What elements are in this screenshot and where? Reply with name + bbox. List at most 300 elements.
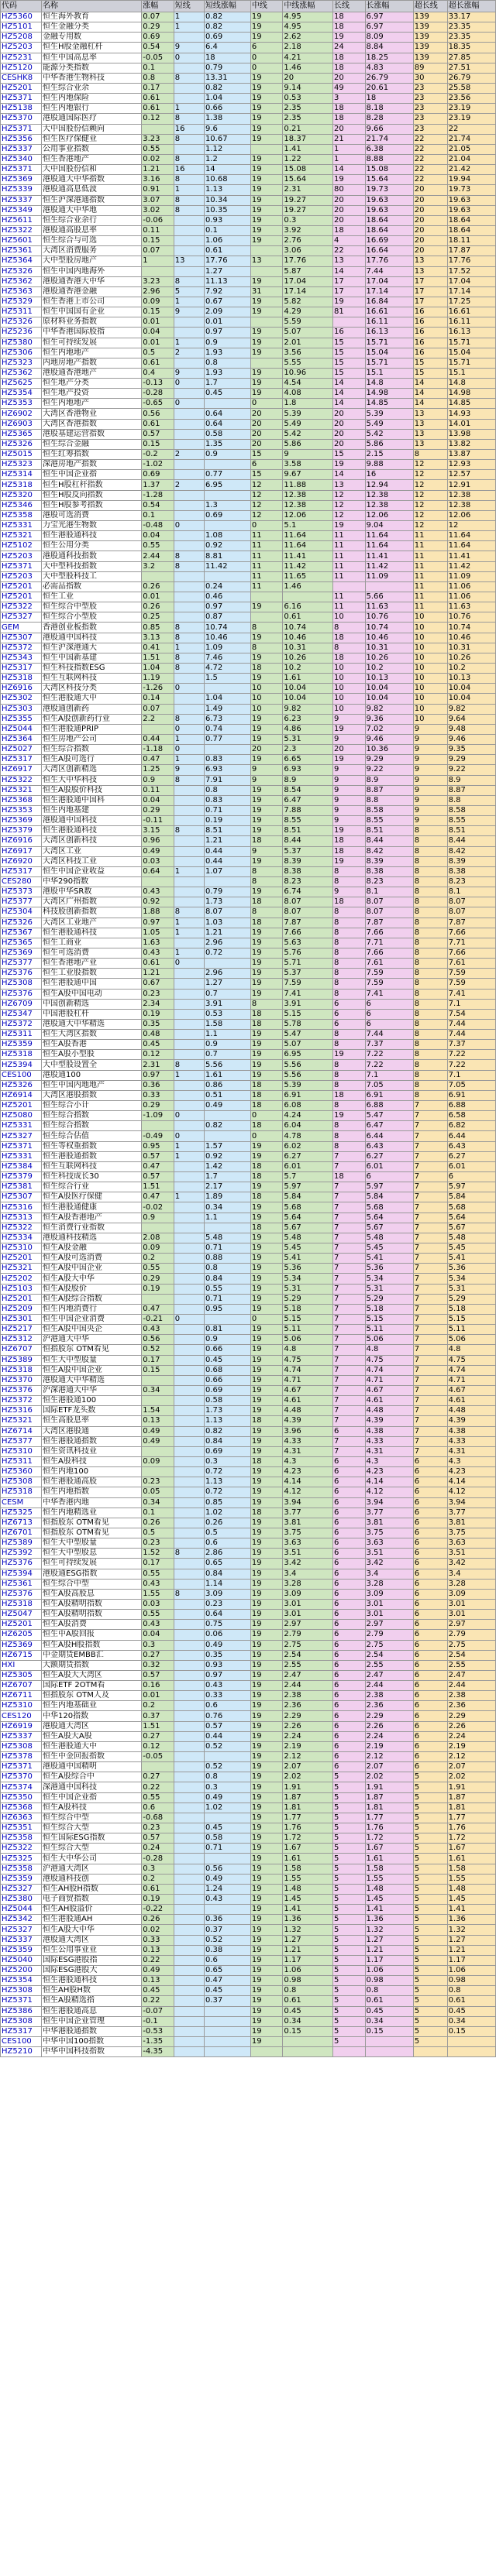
- table-row[interactable]: [1, 1691, 496, 1701]
- table-row[interactable]: [1, 154, 496, 164]
- mid-change-cell: 1.72: [283, 1833, 333, 1844]
- table-row[interactable]: [1, 1741, 496, 1751]
- table-row[interactable]: [1, 1518, 496, 1528]
- short-change-cell: 1.03: [204, 918, 250, 928]
- table-row[interactable]: [1, 1040, 496, 1050]
- table-row[interactable]: [1, 1365, 496, 1375]
- ultra-long-cell: 10: [413, 704, 447, 714]
- ultra-long-change-cell: 3.42: [447, 1559, 495, 1569]
- table-row[interactable]: [1, 1731, 496, 1741]
- table-row[interactable]: [1, 755, 496, 765]
- short-change-cell: 2.09: [204, 307, 250, 317]
- table-row[interactable]: [1, 2036, 496, 2046]
- table-row[interactable]: [1, 256, 496, 266]
- mid-change-cell: 5.97: [283, 1182, 333, 1192]
- long-change-cell: 8.58: [365, 805, 413, 815]
- name-cell: 恒生中国内地地产: [42, 1080, 142, 1090]
- long-cell: 5: [333, 1792, 366, 1803]
- code-cell: HZ5384: [1, 1161, 42, 1171]
- table-row[interactable]: [1, 1304, 496, 1314]
- header-long-change[interactable]: 长涨幅: [365, 1, 413, 12]
- table-row[interactable]: [1, 1213, 496, 1223]
- table-row[interactable]: [1, 876, 496, 887]
- table-row[interactable]: [1, 2006, 496, 2016]
- table-row[interactable]: [1, 1833, 496, 1844]
- table-row[interactable]: [1, 2016, 496, 2026]
- table-row[interactable]: [1, 185, 496, 195]
- table-row[interactable]: [1, 1406, 496, 1416]
- table-row[interactable]: [1, 785, 496, 795]
- table-row[interactable]: [1, 286, 496, 297]
- table-row[interactable]: [1, 551, 496, 561]
- short-change-cell: 0.44: [204, 856, 250, 866]
- table-row[interactable]: [1, 1345, 496, 1355]
- table-row[interactable]: [1, 409, 496, 419]
- table-row[interactable]: [1, 1945, 496, 1955]
- name-cell: 恒生A股大中华: [42, 1925, 142, 1935]
- table-row[interactable]: [1, 1315, 496, 1325]
- ultra-long-change-cell: 13.98: [447, 429, 495, 439]
- table-row[interactable]: [1, 276, 496, 286]
- table-row[interactable]: [1, 1711, 496, 1721]
- short-cell: 8: [174, 714, 204, 724]
- ultra-long-cell: 20: [413, 185, 447, 195]
- header-mid[interactable]: 中线: [250, 1, 283, 12]
- table-row[interactable]: [1, 1640, 496, 1650]
- table-row[interactable]: [1, 43, 496, 53]
- change-cell: 1.88: [142, 907, 174, 918]
- table-row[interactable]: [1, 1131, 496, 1141]
- change-cell: 0.57: [142, 1833, 174, 1844]
- table-row[interactable]: [1, 948, 496, 958]
- long-cell: 20: [333, 409, 366, 419]
- table-row[interactable]: [1, 1254, 496, 1264]
- ultra-long-change-cell: 6.82: [447, 1121, 495, 1131]
- table-row[interactable]: [1, 83, 496, 93]
- table-row[interactable]: [1, 592, 496, 602]
- table-row[interactable]: [1, 470, 496, 480]
- table-row[interactable]: [1, 1294, 496, 1304]
- table-row[interactable]: [1, 379, 496, 389]
- short-cell: [174, 674, 204, 684]
- mid-change-cell: 0.98: [283, 1976, 333, 1986]
- table-row[interactable]: [1, 205, 496, 215]
- header-name[interactable]: 名称: [42, 1, 142, 12]
- change-cell: 0.22: [142, 1782, 174, 1792]
- table-row[interactable]: [1, 765, 496, 775]
- table-row[interactable]: [1, 1884, 496, 1894]
- table-row[interactable]: [1, 1264, 496, 1274]
- table-row[interactable]: [1, 338, 496, 348]
- table-row[interactable]: [1, 938, 496, 948]
- table-row[interactable]: [1, 979, 496, 989]
- table-row[interactable]: [1, 1070, 496, 1080]
- table-row[interactable]: [1, 745, 496, 755]
- table-row[interactable]: [1, 124, 496, 134]
- code-cell: HZ5361: [1, 246, 42, 256]
- table-row[interactable]: [1, 521, 496, 531]
- table-row[interactable]: [1, 1182, 496, 1192]
- table-row[interactable]: [1, 1803, 496, 1813]
- table-row[interactable]: [1, 490, 496, 500]
- name-cell: 恒生地产投资: [42, 389, 142, 399]
- table-row[interactable]: [1, 1325, 496, 1335]
- header-short-change[interactable]: 短线涨幅: [204, 1, 250, 12]
- table-row[interactable]: [1, 1202, 496, 1213]
- table-row[interactable]: [1, 805, 496, 815]
- table-row[interactable]: [1, 1121, 496, 1131]
- ultra-long-change-cell: 21.05: [447, 144, 495, 154]
- name-cell: 恒生综合大型: [42, 1844, 142, 1854]
- table-row[interactable]: [1, 1385, 496, 1395]
- mid-change-cell: 4.31: [283, 1446, 333, 1456]
- table-row[interactable]: [1, 1955, 496, 1965]
- table-row[interactable]: [1, 1782, 496, 1792]
- table-row[interactable]: [1, 2047, 496, 2057]
- table-row[interactable]: [1, 674, 496, 684]
- table-row[interactable]: [1, 836, 496, 846]
- long-change-cell: 17.04: [365, 276, 413, 286]
- table-row[interactable]: [1, 1935, 496, 1945]
- table-row[interactable]: [1, 1915, 496, 1925]
- table-row[interactable]: [1, 866, 496, 876]
- table-row[interactable]: [1, 856, 496, 866]
- ultra-long-cell: 7: [413, 1101, 447, 1111]
- table-row[interactable]: [1, 1925, 496, 1935]
- table-row[interactable]: [1, 1060, 496, 1070]
- table-row[interactable]: [1, 1335, 496, 1345]
- code-cell: HZ5307: [1, 1192, 42, 1202]
- table-row[interactable]: [1, 571, 496, 581]
- table-row[interactable]: [1, 581, 496, 592]
- table-row[interactable]: [1, 1895, 496, 1905]
- table-row[interactable]: [1, 1416, 496, 1426]
- table-row[interactable]: [1, 1569, 496, 1579]
- table-row[interactable]: [1, 297, 496, 307]
- ultra-long-cell: 5: [413, 1884, 447, 1894]
- table-row[interactable]: [1, 1009, 496, 1019]
- long-cell: 18: [333, 114, 366, 124]
- long-cell: 6: [333, 1467, 366, 1477]
- table-row[interactable]: [1, 1670, 496, 1680]
- table-row[interactable]: [1, 1772, 496, 1782]
- table-row[interactable]: [1, 1355, 496, 1365]
- table-row[interactable]: [1, 144, 496, 154]
- table-row[interactable]: [1, 104, 496, 114]
- table-row[interactable]: [1, 236, 496, 246]
- table-row[interactable]: [1, 1721, 496, 1731]
- change-cell: 0.33: [142, 1935, 174, 1945]
- table-row[interactable]: [1, 887, 496, 897]
- table-row[interactable]: [1, 1579, 496, 1589]
- table-row[interactable]: [1, 999, 496, 1009]
- table-row[interactable]: [1, 1487, 496, 1497]
- table-row[interactable]: [1, 460, 496, 470]
- table-row[interactable]: [1, 1243, 496, 1254]
- table-row[interactable]: [1, 1589, 496, 1599]
- table-row[interactable]: [1, 328, 496, 338]
- table-row[interactable]: [1, 1844, 496, 1854]
- table-row[interactable]: [1, 1681, 496, 1691]
- mid-change-cell: 5.37: [283, 969, 333, 979]
- long-cell: 9: [333, 765, 366, 775]
- name-cell: 大中型股房地产: [42, 256, 142, 266]
- ultra-long-cell: 14: [413, 379, 447, 389]
- table-row[interactable]: [1, 1620, 496, 1630]
- table-row[interactable]: [1, 195, 496, 205]
- table-row[interactable]: [1, 1996, 496, 2006]
- table-row[interactable]: [1, 541, 496, 551]
- table-row[interactable]: [1, 1192, 496, 1202]
- long-change-cell: 4.83: [365, 63, 413, 73]
- table-row[interactable]: [1, 1874, 496, 1884]
- table-row[interactable]: [1, 1426, 496, 1436]
- table-row[interactable]: [1, 704, 496, 714]
- short-cell: [174, 856, 204, 866]
- table-row[interactable]: [1, 175, 496, 185]
- table-row[interactable]: [1, 439, 496, 449]
- table-row[interactable]: [1, 795, 496, 805]
- header-long[interactable]: 长线: [333, 1, 366, 12]
- mid-cell: 19: [250, 1640, 283, 1650]
- short-change-cell: 0.8: [204, 785, 250, 795]
- table-row[interactable]: [1, 1019, 496, 1029]
- table-row[interactable]: [1, 63, 496, 73]
- long-change-cell: 5.84: [365, 1192, 413, 1202]
- long-change-cell: [365, 581, 413, 592]
- name-cell: 恒生海外教育: [42, 12, 142, 22]
- table-row[interactable]: [1, 561, 496, 571]
- table-row[interactable]: [1, 1752, 496, 1762]
- table-row[interactable]: [1, 653, 496, 663]
- table-row[interactable]: [1, 1966, 496, 1976]
- table-row[interactable]: [1, 1497, 496, 1508]
- table-row[interactable]: [1, 1375, 496, 1385]
- short-change-cell: 10.35: [204, 205, 250, 215]
- table-row[interactable]: [1, 684, 496, 694]
- header-mid-change[interactable]: 中线涨幅: [283, 1, 333, 12]
- long-cell: 7: [333, 1304, 366, 1314]
- change-cell: 0.2: [142, 1254, 174, 1264]
- table-row[interactable]: [1, 1813, 496, 1823]
- table-row[interactable]: [1, 1274, 496, 1284]
- table-row[interactable]: [1, 928, 496, 938]
- table-row[interactable]: [1, 480, 496, 490]
- code-cell: HZ6919: [1, 1721, 42, 1731]
- short-cell: 1: [174, 297, 204, 307]
- name-cell: 必需品指数: [42, 581, 142, 592]
- short-change-cell: [204, 1854, 250, 1864]
- table-row[interactable]: [1, 846, 496, 856]
- header-code[interactable]: 代码: [1, 1, 42, 12]
- table-row[interactable]: [1, 1477, 496, 1487]
- table-row[interactable]: [1, 1660, 496, 1670]
- ultra-long-cell: 7: [413, 1202, 447, 1213]
- short-cell: [174, 389, 204, 399]
- ultra-long-change-cell: 17.52: [447, 266, 495, 276]
- code-cell: HZ5326: [1, 266, 42, 276]
- table-row[interactable]: [1, 53, 496, 63]
- table-row[interactable]: [1, 266, 496, 276]
- name-cell: 大中型股设置全: [42, 1060, 142, 1070]
- table-row[interactable]: [1, 1701, 496, 1711]
- table-row[interactable]: [1, 358, 496, 368]
- change-cell: 0.23: [142, 1823, 174, 1833]
- header-short[interactable]: 短线: [174, 1, 204, 12]
- long-cell: 5: [333, 1895, 366, 1905]
- table-row[interactable]: [1, 134, 496, 144]
- table-row[interactable]: [1, 918, 496, 928]
- table-row[interactable]: [1, 1446, 496, 1456]
- table-row[interactable]: [1, 1080, 496, 1090]
- ultra-long-cell: 7: [413, 1416, 447, 1426]
- table-row[interactable]: [1, 664, 496, 674]
- table-row[interactable]: [1, 724, 496, 734]
- table-row[interactable]: [1, 714, 496, 724]
- table-row[interactable]: [1, 307, 496, 317]
- table-row[interactable]: [1, 1854, 496, 1864]
- mid-change-cell: 6.23: [283, 714, 333, 724]
- code-cell: HZ6711: [1, 1691, 42, 1701]
- table-row[interactable]: [1, 114, 496, 124]
- table-row[interactable]: [1, 1050, 496, 1060]
- table-row[interactable]: [1, 1030, 496, 1040]
- table-row[interactable]: [1, 1610, 496, 1620]
- long-cell: 17: [333, 286, 366, 297]
- table-row[interactable]: [1, 1233, 496, 1243]
- table-row[interactable]: [1, 602, 496, 612]
- table-row[interactable]: [1, 1549, 496, 1559]
- table-row[interactable]: [1, 1223, 496, 1233]
- table-row[interactable]: [1, 1284, 496, 1294]
- header-change[interactable]: 涨幅: [142, 1, 174, 12]
- table-row[interactable]: [1, 612, 496, 623]
- ultra-long-change-cell: 0.98: [447, 1976, 495, 1986]
- table-row[interactable]: [1, 1467, 496, 1477]
- table-row[interactable]: [1, 1792, 496, 1803]
- mid-cell: 9: [250, 775, 283, 785]
- table-row[interactable]: [1, 73, 496, 83]
- table-row[interactable]: [1, 1161, 496, 1171]
- table-row[interactable]: [1, 1172, 496, 1182]
- table-row[interactable]: [1, 1599, 496, 1609]
- table-row[interactable]: [1, 694, 496, 704]
- table-row[interactable]: [1, 510, 496, 520]
- mid-cell: 8: [250, 643, 283, 653]
- table-row[interactable]: [1, 1111, 496, 1121]
- table-row[interactable]: [1, 246, 496, 256]
- long-change-cell: 14.8: [365, 379, 413, 389]
- table-row[interactable]: [1, 775, 496, 785]
- table-row[interactable]: [1, 1823, 496, 1833]
- table-row[interactable]: [1, 1559, 496, 1569]
- table-row[interactable]: [1, 1538, 496, 1549]
- short-cell: 2: [174, 480, 204, 490]
- table-row[interactable]: [1, 1141, 496, 1151]
- table-row[interactable]: [1, 734, 496, 744]
- table-row[interactable]: [1, 969, 496, 979]
- code-cell: HZ5331: [1, 1121, 42, 1131]
- table-row[interactable]: [1, 450, 496, 460]
- table-row[interactable]: [1, 22, 496, 33]
- table-row[interactable]: [1, 317, 496, 328]
- table-row[interactable]: [1, 368, 496, 378]
- mid-cell: 19: [250, 2036, 283, 2046]
- table-row[interactable]: [1, 1650, 496, 1660]
- long-cell: 20: [333, 745, 366, 755]
- mid-cell: 19: [250, 1549, 283, 1559]
- table-row[interactable]: [1, 429, 496, 439]
- table-row[interactable]: [1, 389, 496, 399]
- table-row[interactable]: [1, 33, 496, 43]
- short-change-cell: 0.67: [204, 297, 250, 307]
- table-row[interactable]: [1, 1508, 496, 1518]
- table-row[interactable]: [1, 907, 496, 918]
- table-row[interactable]: [1, 959, 496, 969]
- table-row[interactable]: [1, 2026, 496, 2036]
- table-row[interactable]: [1, 215, 496, 225]
- table-row[interactable]: [1, 1396, 496, 1406]
- table-row[interactable]: [1, 165, 496, 175]
- table-row[interactable]: [1, 1436, 496, 1446]
- change-cell: 0.04: [142, 531, 174, 541]
- ultra-long-change-cell: 17.87: [447, 246, 495, 256]
- table-row[interactable]: [1, 816, 496, 826]
- table-row[interactable]: [1, 94, 496, 104]
- table-row[interactable]: [1, 1456, 496, 1466]
- table-row[interactable]: [1, 1528, 496, 1538]
- table-row[interactable]: [1, 633, 496, 643]
- table-row[interactable]: [1, 1864, 496, 1874]
- table-row[interactable]: [1, 500, 496, 510]
- name-cell: 恒生综合小计: [42, 1101, 142, 1111]
- table-row[interactable]: [1, 399, 496, 409]
- table-row[interactable]: [1, 643, 496, 653]
- code-cell: HZ6714: [1, 1426, 42, 1436]
- table-row[interactable]: [1, 1905, 496, 1915]
- name-cell: 恒生港股通大中: [42, 694, 142, 704]
- short-cell: [174, 1243, 204, 1254]
- table-row[interactable]: [1, 348, 496, 358]
- table-row[interactable]: [1, 1986, 496, 1996]
- table-row[interactable]: [1, 1630, 496, 1640]
- table-row[interactable]: [1, 1976, 496, 1986]
- short-change-cell: 1.38: [204, 114, 250, 124]
- ultra-long-cell: 8: [413, 907, 447, 918]
- table-row[interactable]: [1, 1762, 496, 1772]
- header-ultra-long[interactable]: 超长线: [413, 1, 447, 12]
- short-change-cell: 13.31: [204, 73, 250, 83]
- mid-cell: 19: [250, 1213, 283, 1223]
- table-row[interactable]: [1, 225, 496, 235]
- name-cell: 恒生综合大型: [42, 1823, 142, 1833]
- table-row[interactable]: [1, 897, 496, 907]
- table-row[interactable]: [1, 12, 496, 22]
- table-row[interactable]: [1, 826, 496, 836]
- code-cell: HZ5040: [1, 1955, 42, 1965]
- table-row[interactable]: [1, 623, 496, 633]
- table-row[interactable]: [1, 1101, 496, 1111]
- table-row[interactable]: [1, 1151, 496, 1161]
- ultra-long-change-cell: [447, 2047, 495, 2057]
- table-row[interactable]: [1, 989, 496, 999]
- header-ultra-long-change[interactable]: 超长涨幅: [447, 1, 495, 12]
- table-row[interactable]: [1, 1090, 496, 1100]
- table-row[interactable]: [1, 531, 496, 541]
- short-change-cell: 0.64: [204, 419, 250, 429]
- table-row[interactable]: [1, 419, 496, 429]
- long-cell: 15: [333, 450, 366, 460]
